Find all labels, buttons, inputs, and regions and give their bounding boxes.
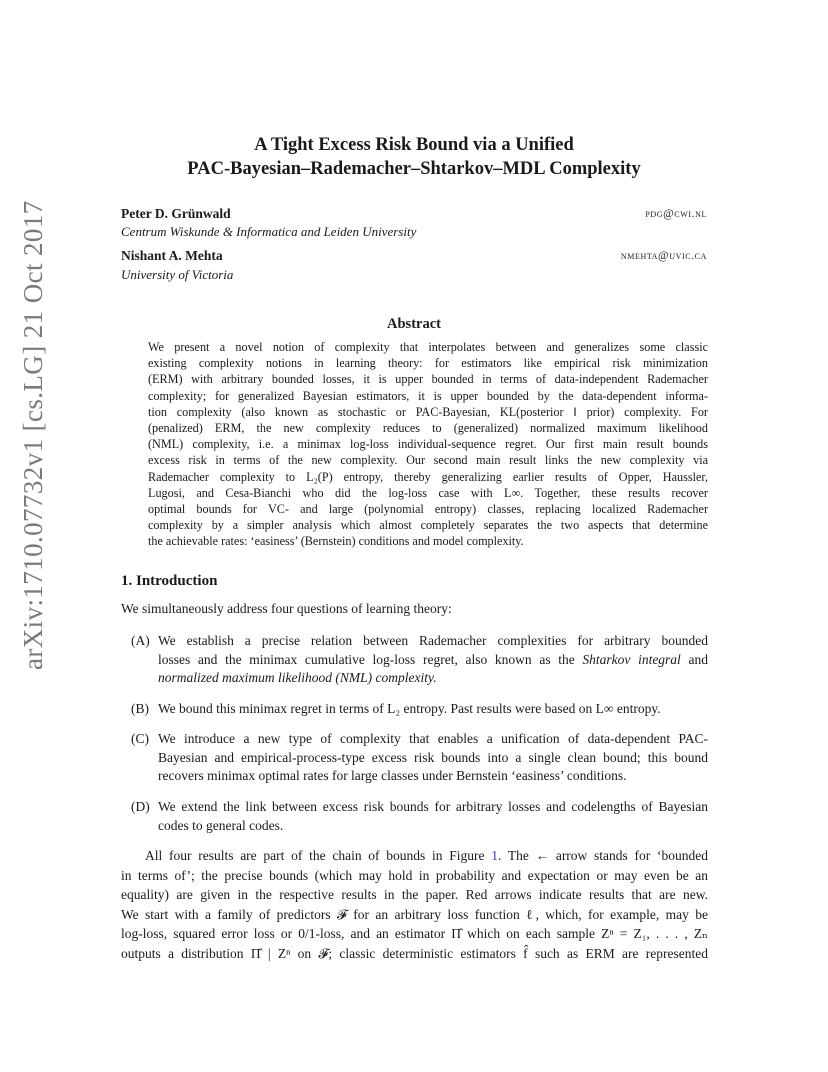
list-item-c [131, 730, 708, 786]
list-item-d [131, 798, 708, 835]
list-item-label: (B) [131, 701, 149, 716]
body-line [121, 846, 708, 866]
arxiv-identifier: arXiv:1710.07732v1 [cs.LG] 21 Oct 2017 [18, 200, 48, 670]
list-item-label: (D) [131, 799, 150, 814]
abstract-heading: Abstract [387, 316, 441, 332]
body-line: in terms of’; the precise bounds (which may hold in probability and expectation or may even be an [121, 867, 708, 883]
list-item-line: recovers minimax optimal rates for large classes under Bernstein ‘easiness’ conditions. [158, 768, 627, 783]
list-item-line: We establish a precise relation between Rademacher complexities for arbitrary bounded [158, 633, 708, 648]
body-paragraph [121, 846, 708, 963]
abstract-line: We present a novel notion of complexity that interpolates between and generalizes some classic [148, 340, 708, 354]
abstract-line: (NML) complexity, i.e. a minimax log-loss individual-sequence regret. Our first main result bounds [148, 437, 708, 452]
title-line-2: PAC-Bayesian–Rademacher–Shtarkov–MDL Complexity [187, 159, 641, 179]
list-item-a [131, 632, 708, 688]
abstract-line: (ERM) with arbitrary bounded losses, it is upper bounded in terms of data-independent Rademacher [148, 372, 708, 387]
list-item-b [131, 700, 708, 719]
list-item-line: We extend the link between excess risk bounds for arbitrary losses and codelengths of Bayesian [158, 799, 708, 814]
abstract-line: Rademacher complexity to L₂(P) entropy, thereby generalizing earlier results of Opper, Haussler, [148, 469, 708, 484]
paper-title [100, 133, 728, 181]
body-line: equality) are given in the respective results in the paper. Red arrows indicate results that are new. [121, 887, 708, 902]
abstract-line: the achievable rates: ‘easiness’ (Bernstein) conditions and model complexity. [148, 534, 524, 549]
author-name-1: Peter D. Grünwald [121, 206, 231, 221]
emphasis-shtarkov: Shtarkov integral [582, 651, 681, 667]
list-item-line: codes to general codes. [158, 817, 284, 833]
author-affiliation-2: University of Victoria [121, 267, 234, 282]
body-line: log-loss, squared error loss or 0/1-loss, and an estimator Π̂ which on each sample Zⁿ = Z₁, . . . , Zₙ [121, 926, 708, 941]
abstract-line: excess risk in terms of the new complexity. Our second main result links the new complexity via [148, 453, 708, 468]
figure-1-link[interactable]: 1 [491, 848, 498, 863]
body-line: outputs a distribution Π̂ | Zⁿ on 𝓕; classic deterministic estimators f̂ such as ERM are represented [121, 945, 708, 961]
list-item-line: We introduce a new type of complexity that enables a unification of data-dependent PAC- [158, 731, 708, 746]
body-text: . The ← arrow stands for ‘bounded [498, 848, 708, 863]
list-item-text: losses and the minimax cumulative log-loss regret, also known as the [158, 651, 583, 667]
abstract-body [148, 339, 708, 550]
list-item-line: Bayesian and empirical-process-type excess risk bounds into a single clean bound; this bound [158, 749, 708, 765]
list-item-line: normalized maximum likelihood (NML) complexity. [158, 670, 437, 685]
abstract-line: existing complexity notions in learning theory: for estimators like empirical risk minimization [148, 356, 708, 371]
abstract-line: Lugosi, and Cesa-Bianchi who did the log-loss case with L∞. Together, these results recover [148, 485, 708, 500]
abstract-line: complexity; for generalized Bayesian estimators, it is upper bounded by the data-dependent informa- [148, 388, 708, 403]
author-email-2: nmehta@uvic.ca [620, 250, 707, 262]
abstract-line: tion complexity (also known as stochastic or PAC-Bayesian, KL(posterior ‖ prior) complexity. For [148, 404, 708, 419]
abstract-line: (penalized) ERM, the new complexity reduces to (generalized) normalized maximum likelihood [148, 421, 708, 436]
section-heading-introduction: 1. Introduction [121, 573, 218, 589]
author-name-2: Nishant A. Mehta [121, 248, 223, 263]
list-item-line [158, 651, 708, 670]
body-text: All four results are part of the chain of bounds in Figure [145, 848, 492, 863]
author-affiliation-1: Centrum Wiskunde & Informatica and Leiden University [121, 224, 417, 239]
abstract-line: complexity by a simpler analysis which almost completely separates the two aspects that determine [148, 518, 708, 533]
title-line-1: A Tight Excess Risk Bound via a Unified [254, 135, 574, 155]
abstract-line: optimal bounds for VC- and large (polynomial entropy) classes, replacing localized Rademacher [148, 502, 708, 517]
list-item-label: (C) [131, 731, 149, 746]
list-item-line: We bound this minimax regret in terms of L₂ entropy. Past results were based on L∞ entropy. [158, 701, 661, 716]
list-item-text: and [680, 651, 708, 667]
intro-sentence: We simultaneously address four questions of learning theory: [121, 601, 452, 616]
body-line: We start with a family of predictors 𝓕 for an arbitrary loss function ℓ, which, for example, may be [121, 906, 708, 922]
list-item-label: (A) [131, 633, 150, 648]
author-email-1: pdg@cwi.nl [645, 208, 707, 220]
